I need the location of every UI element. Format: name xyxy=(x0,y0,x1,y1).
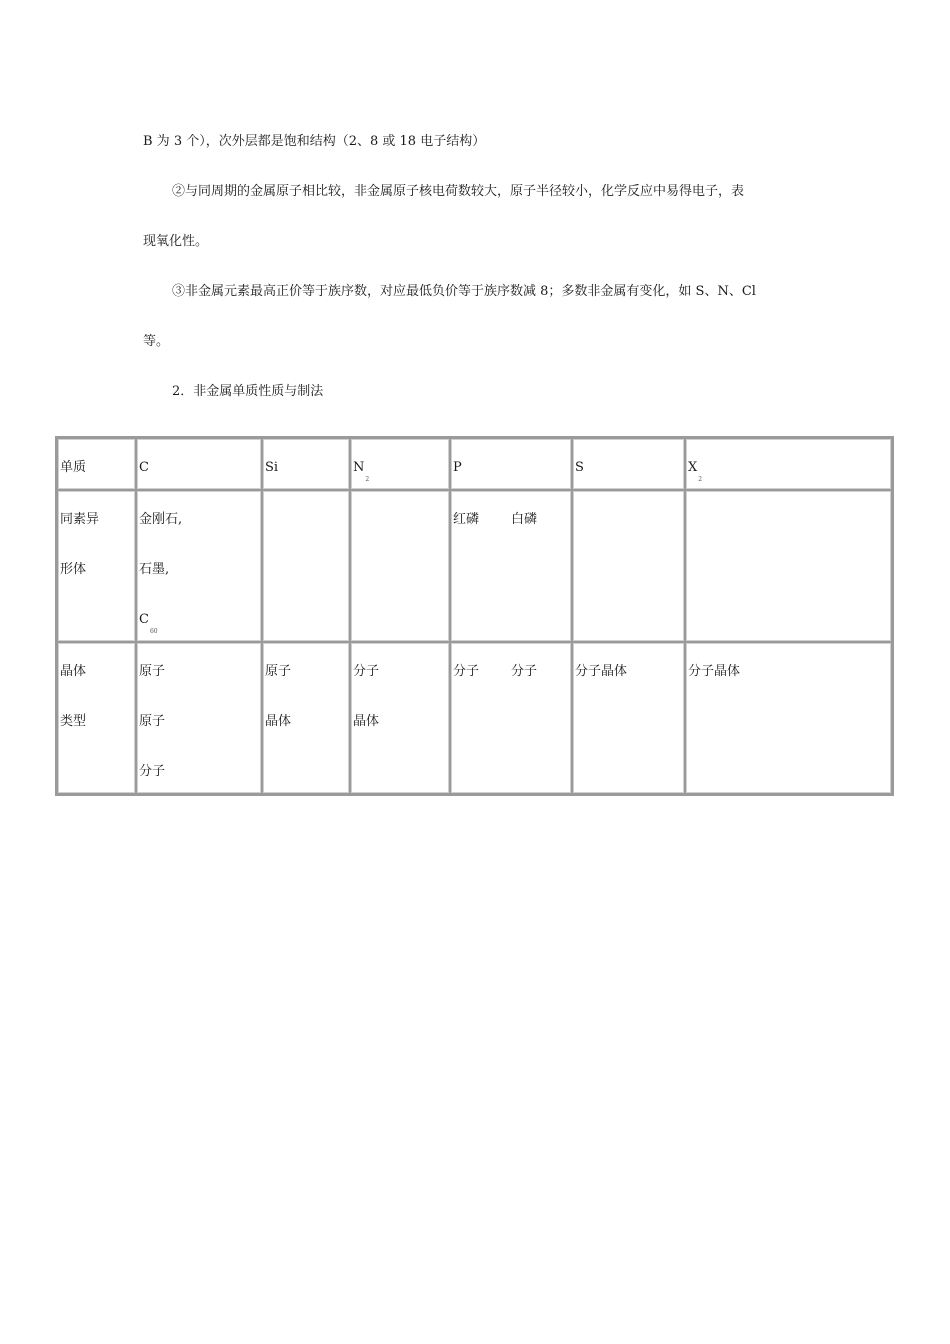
section-heading: 2．非金属单质性质与制法 xyxy=(172,384,324,399)
table-cell xyxy=(572,642,685,794)
white-phosphorus: 白磷 xyxy=(511,512,538,527)
element-p: P xyxy=(453,460,462,475)
table-cell xyxy=(57,642,136,794)
table-cell xyxy=(57,438,136,490)
subscript: 2 xyxy=(698,476,703,483)
red-phosphorus: 红磷 xyxy=(453,512,480,527)
cell-text xyxy=(453,491,571,541)
row-label: 形体 xyxy=(60,562,87,577)
cell-text: 晶体 xyxy=(353,714,380,729)
element-symbol: X xyxy=(688,460,698,475)
table-cell xyxy=(685,490,892,642)
cell-text: 分子晶体 xyxy=(575,664,628,679)
paragraph-line: 等。 xyxy=(143,334,170,349)
cell-text: 晶体 xyxy=(265,714,292,729)
table-cell xyxy=(262,438,350,490)
cell-text: 分子 xyxy=(453,664,480,679)
cell-text: 石墨, xyxy=(139,562,170,577)
cell-text xyxy=(453,643,571,693)
table-cell xyxy=(136,642,262,794)
paragraph-line: 现氧化性。 xyxy=(143,234,209,249)
element-symbol: N xyxy=(353,460,365,475)
table-cell xyxy=(136,438,262,490)
table-cell xyxy=(572,438,685,490)
cell-text-c60 xyxy=(139,591,261,641)
table-cell xyxy=(262,642,350,794)
table-row-crystal xyxy=(57,642,892,794)
properties-table xyxy=(55,436,894,796)
table-cell xyxy=(450,642,572,794)
subscript: 2 xyxy=(365,476,370,483)
cell-text: 金刚石, xyxy=(139,512,183,527)
cell-text: 原子 xyxy=(139,714,166,729)
cell-text: 原子 xyxy=(139,664,166,679)
table-cell xyxy=(450,438,572,490)
element-n2 xyxy=(353,439,449,489)
element-symbol: C xyxy=(139,612,149,627)
paragraph-line: ②与同周期的金属原子相比较，非金属原子核电荷数较大，原子半径较小，化学反应中易得电子，表 xyxy=(172,184,745,199)
cell-text: 分子 xyxy=(511,664,538,679)
row-label: 晶体 xyxy=(60,664,87,679)
table-cell xyxy=(450,490,572,642)
cell-text: 分子晶体 xyxy=(688,664,741,679)
table-row-header xyxy=(57,438,892,490)
table-cell xyxy=(685,642,892,794)
subscript: 60 xyxy=(149,628,158,635)
paragraph-line: B 为 3 个），次外层都是饱和结构（2、8 或 18 电子结构） xyxy=(143,134,486,149)
cell-text: 原子 xyxy=(265,664,292,679)
cell-text: 分子 xyxy=(353,664,380,679)
table-cell xyxy=(262,490,350,642)
element-si: Si xyxy=(265,460,279,475)
table-cell xyxy=(57,490,136,642)
row-label: 类型 xyxy=(60,714,87,729)
element-s: S xyxy=(575,460,584,475)
table-cell xyxy=(572,490,685,642)
element-x2 xyxy=(688,439,891,489)
properties-table-wrapper xyxy=(55,436,894,796)
table-cell xyxy=(350,438,450,490)
row-label: 单质 xyxy=(60,460,87,475)
table-cell xyxy=(685,438,892,490)
table-row-allotrope xyxy=(57,490,892,642)
table-cell xyxy=(350,642,450,794)
paragraph-line: ③非金属元素最高正价等于族序数，对应最低负价等于族序数减 8；多数非金属有变化，如 S、N、Cl xyxy=(172,284,756,299)
row-label: 同素异 xyxy=(60,512,100,527)
element-c: C xyxy=(139,460,149,475)
table-cell xyxy=(136,490,262,642)
table-cell xyxy=(350,490,450,642)
cell-text: 分子 xyxy=(139,764,166,779)
